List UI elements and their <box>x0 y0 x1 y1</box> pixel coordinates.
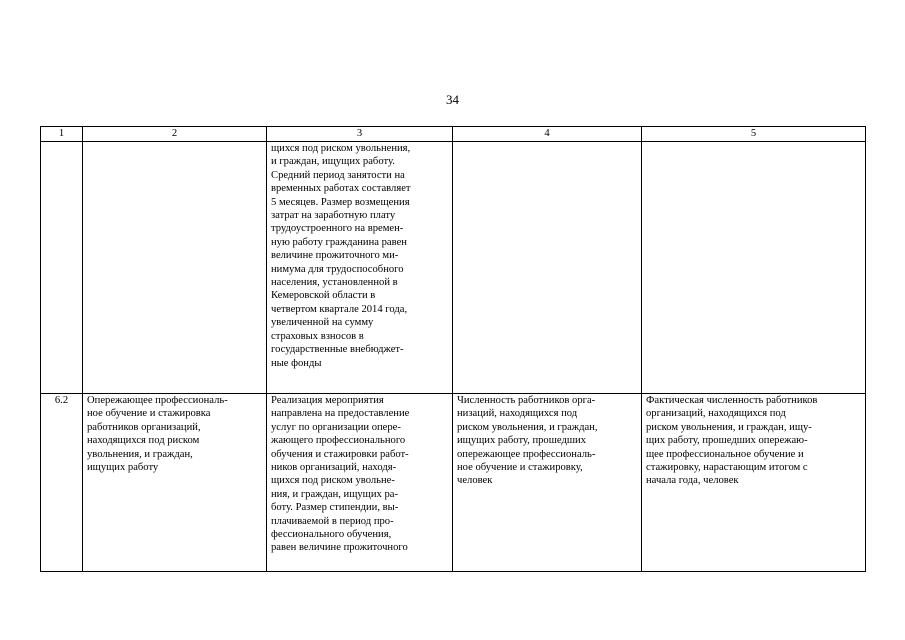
column-header-2: 2 <box>83 127 267 142</box>
method-cell: Фактическая численность работников организаций, находящихся под риском увольнения, и граждан, ищу- щих работу, прошедших опережаю- щее профессиональное обучение и стажировку, нарастающим итогом с начала года, человек <box>642 394 866 572</box>
indicator-cell: Численность работников орга- низаций, находящихся под риском увольнения, и граждан, ищущих работу, прошедших опережающее профессиональ- ное обучение и стажировку, человек <box>453 394 642 572</box>
table-header-row <box>41 127 866 142</box>
row-number-cell <box>41 142 83 394</box>
column-header-3: 3 <box>267 127 453 142</box>
column-header-4: 4 <box>453 127 642 142</box>
column-header-5: 5 <box>642 127 866 142</box>
measure-description-cell: Реализация мероприятия направлена на предоставление услуг по организации опере- жающего профессионального обучения и стажировки работ- ников организаций, находя- щихся под риском увольне- ния, и граждан, ищущих ра- боту. Размер стипендии, вы- плачиваемой в период про- фессионального обучения, равен величине прожиточного <box>267 394 453 572</box>
table-row-continuation <box>41 142 866 394</box>
measure-name-cell <box>83 142 267 394</box>
method-cell <box>642 142 866 394</box>
measure-description-cell: щихся под риском увольнения, и граждан, ищущих работу. Средний период занятости на временных работах составляет 5 месяцев. Размер возмещения затрат на заработную плату трудоустроенного на времен- ную работу гражданина равен величине прожиточного ми- нимума для трудоспособного населения, установленной в Кемеровской области в четвертом квартале 2014 года, увеличенной на сумму страховых взносов в государственные внебюджет- ные фонды <box>267 142 453 394</box>
table-row-6-2 <box>41 394 866 572</box>
column-header-1: 1 <box>41 127 83 142</box>
row-number-cell: 6.2 <box>41 394 83 572</box>
page-number: 34 <box>446 92 459 107</box>
measure-name-cell: Опережающее профессиональ- ное обучение и стажировка работников организаций, находящихся под риском увольнения, и граждан, ищущих работу <box>83 394 267 572</box>
indicator-cell <box>453 142 642 394</box>
document-table <box>40 126 866 572</box>
